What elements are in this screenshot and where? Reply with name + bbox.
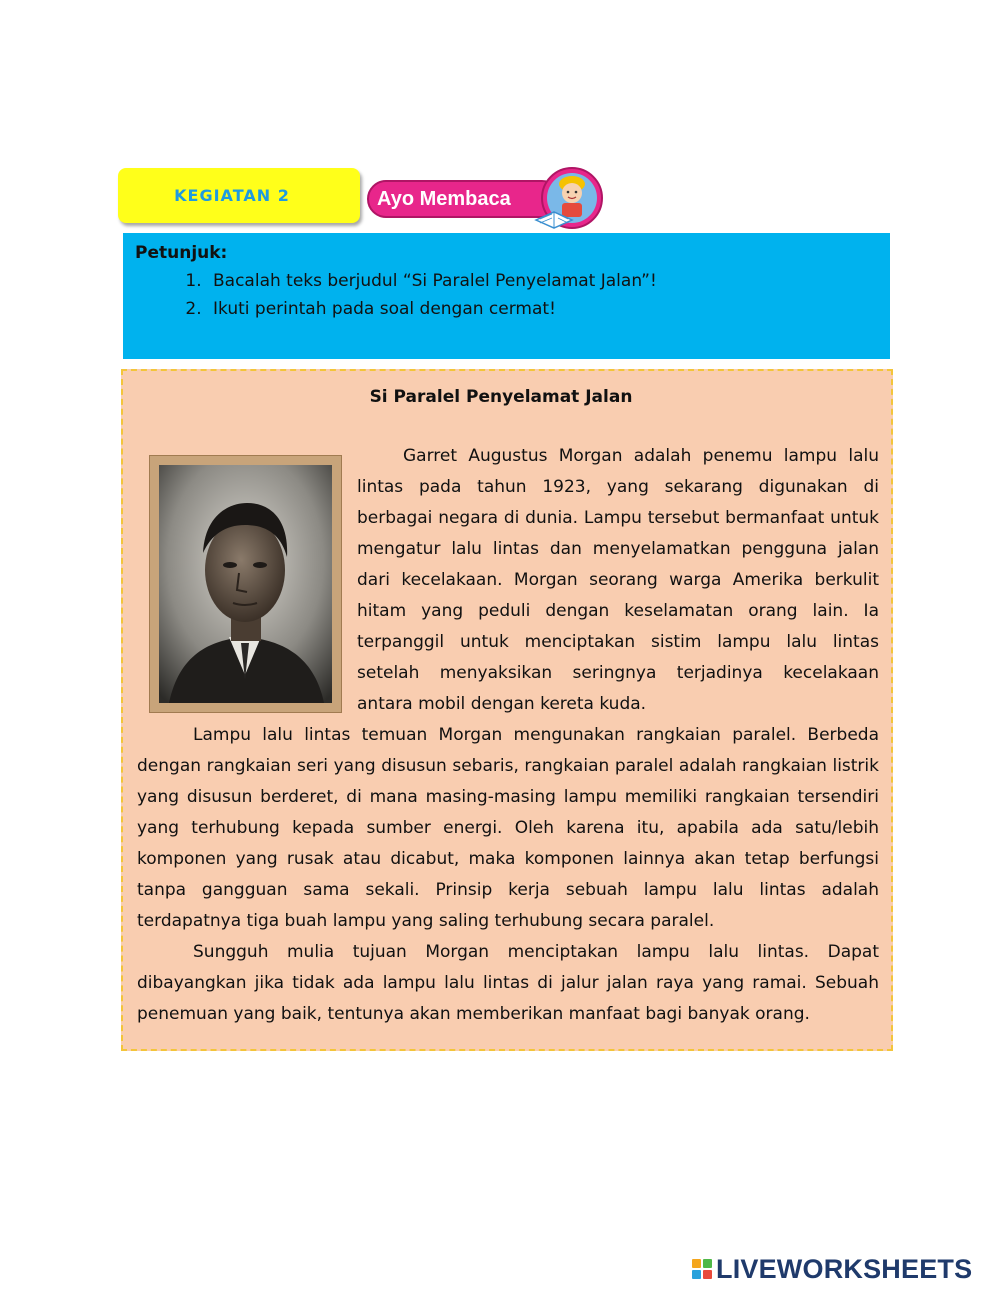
instruction-item: 2. Ikuti perintah pada soal dengan cermat! xyxy=(207,299,878,319)
passage-paragraph: Sungguh mulia tujuan Morgan menciptakan lampu lalu lintas. Dapat dibayangkan jika tidak ada lampu lalu lintas di jalur jalan raya yang ramai. Sebuah penemuan yang baik, tentunya akan memberikan manfaat bagi banyak orang. xyxy=(137,942,879,1024)
passage-title: Si Paralel Penyelamat Jalan xyxy=(369,387,633,407)
instructions-panel xyxy=(123,233,890,359)
reading-child-icon xyxy=(532,162,612,234)
instructions-heading: Petunjuk: xyxy=(135,243,228,263)
ayo-membaca-label: Ayo Membaca xyxy=(377,187,511,210)
liveworksheets-logo xyxy=(692,1255,972,1283)
logo-wordmark: LIVEWORKSHEETS xyxy=(716,1253,973,1284)
passage-paragraph: Garret Augustus Morgan adalah penemu lampu lalu lintas pada tahun 1923, yang sekarang digunakan di berbagai negara di dunia. Lampu tersebut bermanfaat untuk mengatur lalu lintas dan menyelamatkan pengguna jalan dari kecelakaan. Morgan seorang warga Amerika berkulit hitam yang peduli dengan keselamatan orang lain. Ia terpanggil untuk menciptakan sistim lampu lalu lintas setelah menyaksikan seringnya terjadinya kecelakaan antara mobil dengan kereta kuda. xyxy=(357,446,879,714)
logo-blocks-icon xyxy=(692,1259,712,1279)
instruction-item: 1. Bacalah teks berjudul “Si Paralel Penyelamat Jalan”! xyxy=(207,271,878,291)
activity-label: KEGIATAN 2 xyxy=(174,186,290,205)
instructions-list xyxy=(135,271,878,319)
reading-passage-box xyxy=(121,369,893,1051)
passage-body xyxy=(137,441,879,1030)
activity-label-box xyxy=(118,168,360,223)
passage-paragraph: Lampu lalu lintas temuan Morgan mengunakan rangkaian paralel. Berbeda dengan rangkaian seri yang disusun sebaris, rangkaian paralel adalah rangkaian listrik yang disusun berderet, di mana masing-masing lampu memiliki rangkaian tersendiri yang terhubung kepada sumber energi. Oleh karena itu, apabila ada satu/lebih komponen yang rusak atau dicabut, maka komponen lainnya akan tetap berfungsi tanpa gangguan sama sekali. Prinsip kerja sebuah lampu lalu lintas adalah terdapatnya tiga buah lampu yang saling terhubung secara paralel. xyxy=(137,725,879,931)
